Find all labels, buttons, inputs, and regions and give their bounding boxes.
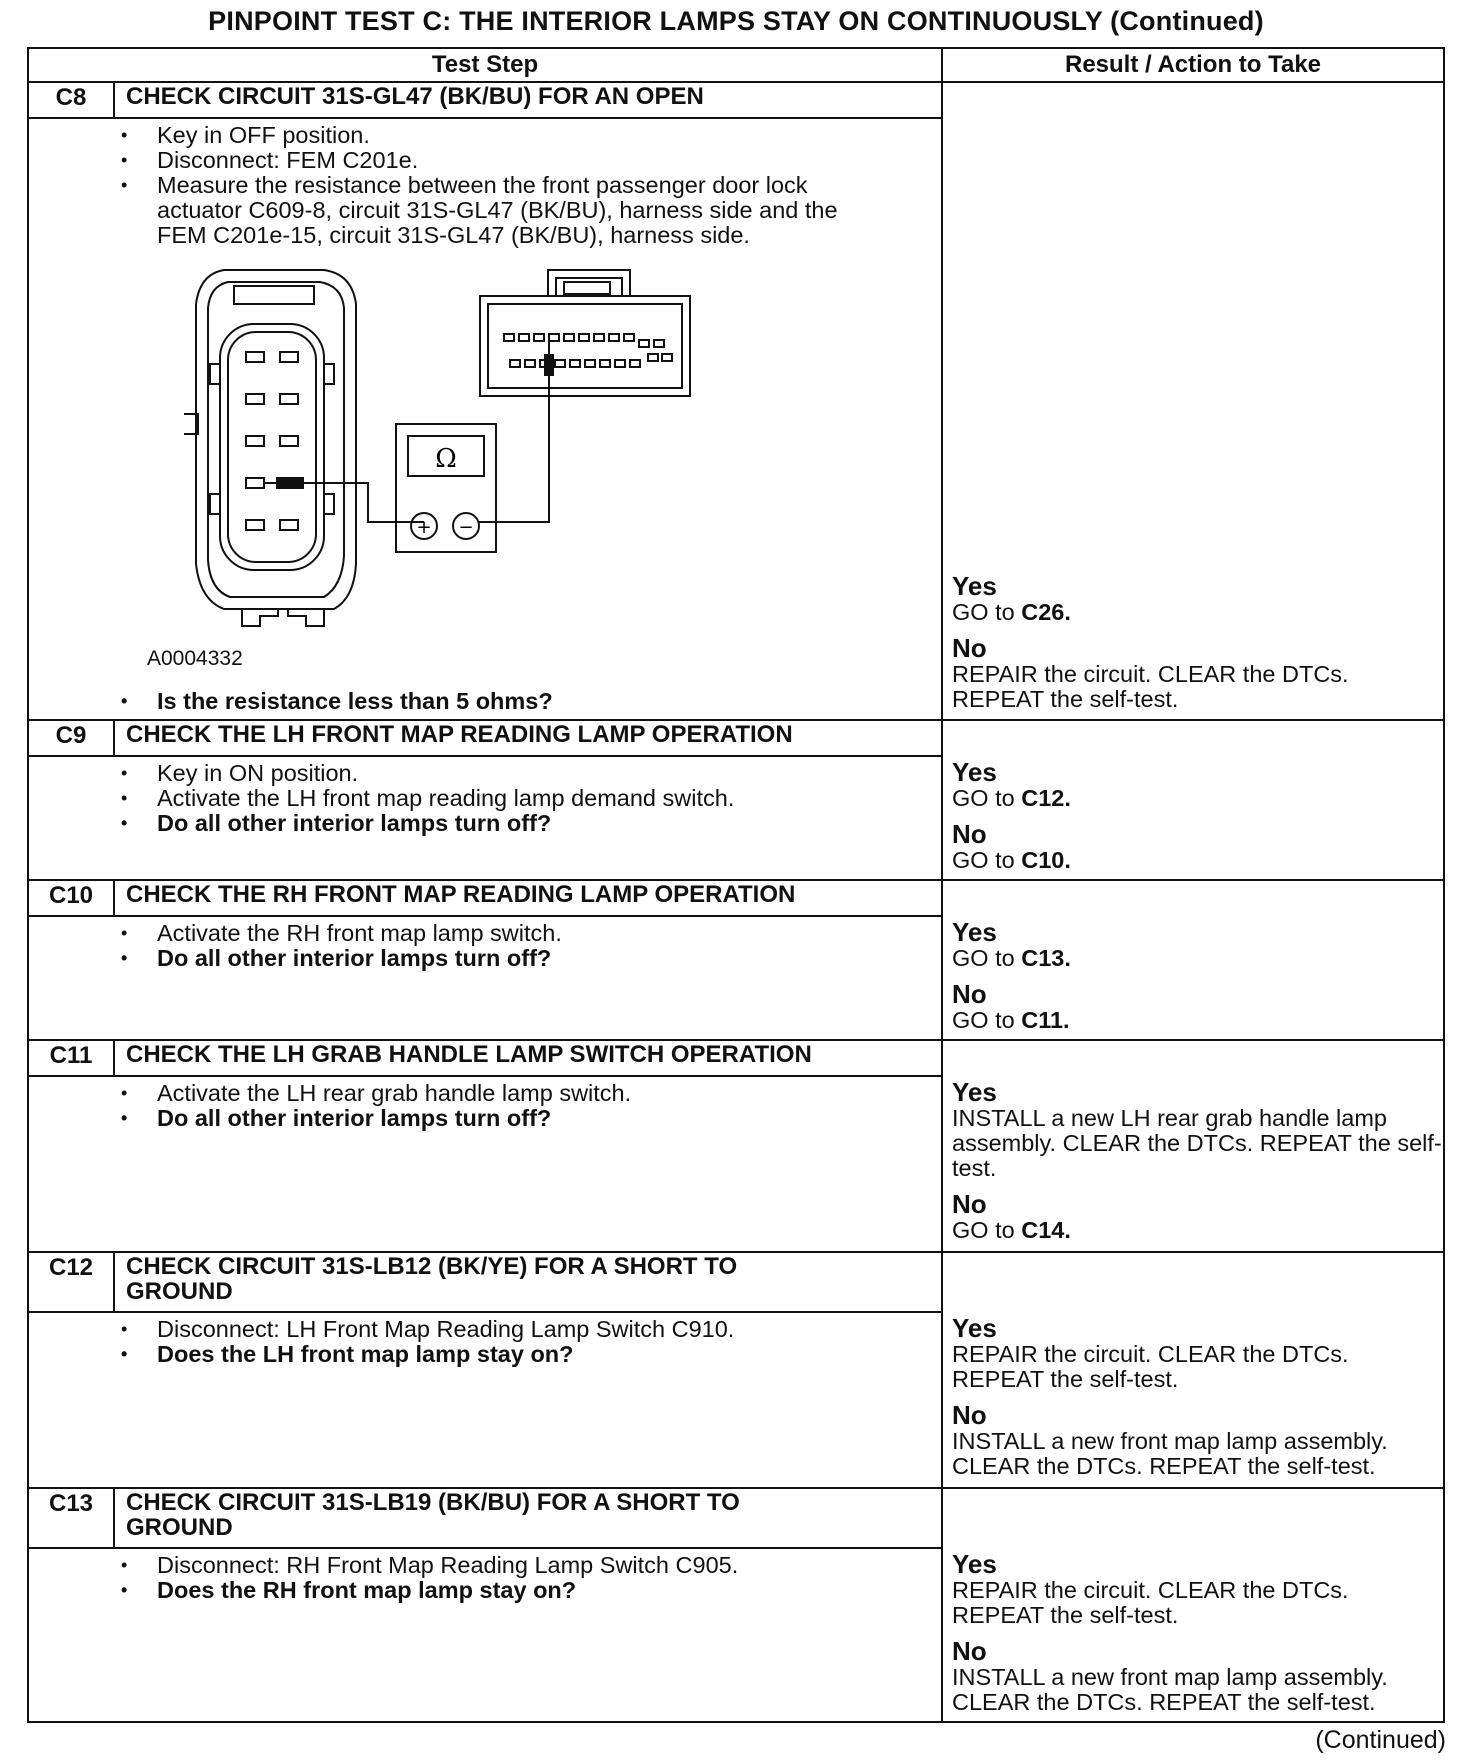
yes-action: INSTALL a new LH rear grab handle lamp assembly. CLEAR the DTCs. REPEAT the self-test.: [952, 1105, 1442, 1181]
result-c10: [952, 919, 1437, 1043]
step-id-c11: C11: [49, 1042, 93, 1069]
step-actions-c12: [121, 1317, 921, 1367]
action-item: • Disconnect: LH Front Map Reading Lamp Switch C910.: [121, 1317, 921, 1342]
row-divider: [29, 755, 941, 757]
step-id-c13: C13: [48, 1490, 94, 1517]
figure-id: A0004332: [147, 647, 243, 670]
yes-action: GO to: [952, 599, 1015, 625]
question-item: • Do all other interior lamps turn off?: [121, 1106, 921, 1131]
no-action: GO to: [952, 1217, 1015, 1243]
yes-action: GO to: [952, 945, 1015, 971]
no-label: No: [952, 1636, 987, 1666]
probe-wire: [304, 483, 424, 522]
no-label: No: [952, 633, 987, 663]
result-c9: [952, 759, 1437, 883]
header-result: Result / Action to Take: [1064, 51, 1322, 78]
column-divider: [941, 49, 943, 1721]
question-item: • Does the RH front map lamp stay on?: [121, 1578, 921, 1603]
action-item: • Measure the resistance between the front passenger door lock actuator C609-8, circuit 31S-GL47 (BK/BU), harness side and the FEM C201e-15, circuit 31S-GL47 (BK/BU), harness side.: [121, 173, 881, 248]
action-item: • Key in ON position.: [121, 761, 921, 786]
no-ref-link[interactable]: C10.: [1021, 847, 1071, 873]
id-divider: [113, 1251, 115, 1311]
no-action: GO to: [952, 847, 1015, 873]
yes-action: GO to: [952, 785, 1015, 811]
header-test-step: Test Step: [431, 51, 539, 78]
yes-ref-link[interactable]: C13.: [1021, 945, 1071, 971]
page-title: PINPOINT TEST C: THE INTERIOR LAMPS STAY ON CONTINUOUSLY (Continued): [208, 6, 1264, 36]
step-actions-c13: [121, 1553, 921, 1603]
result-c12: [952, 1315, 1442, 1489]
yes-label: Yes: [952, 757, 997, 787]
step-question-c8: [121, 689, 901, 714]
yes-label: Yes: [952, 1549, 997, 1579]
yes-action: REPAIR the circuit. CLEAR the DTCs. REPEAT the self-test.: [952, 1577, 1349, 1628]
resistance-measurement-diagram: [184, 264, 704, 654]
step-title-c9: CHECK THE LH FRONT MAP READING LAMP OPERATION: [126, 721, 793, 748]
yes-label: Yes: [952, 917, 997, 947]
yes-action: REPAIR the circuit. CLEAR the DTCs. REPEAT the self-test.: [952, 1341, 1349, 1392]
yes-label: Yes: [952, 1077, 997, 1107]
id-divider: [113, 1487, 115, 1547]
action-item: • Activate the LH front map reading lamp demand switch.: [121, 786, 921, 811]
fem-connector: [480, 270, 690, 396]
row-divider: [29, 915, 941, 917]
action-item: • Disconnect: FEM C201e.: [121, 148, 881, 173]
step-actions-c8: [121, 123, 881, 248]
no-action: INSTALL a new front map lamp assembly. CLEAR the DTCs. REPEAT the self-test.: [952, 1664, 1388, 1715]
step-title-c8: CHECK CIRCUIT 31S-GL47 (BK/BU) FOR AN OPEN: [126, 83, 704, 110]
step-id-c10: C10: [48, 882, 94, 909]
continued-note: (Continued): [1315, 1726, 1446, 1754]
fem-probe-tip: [544, 354, 554, 376]
no-label: No: [952, 1400, 987, 1430]
no-ref-link[interactable]: C11.: [1021, 1007, 1070, 1033]
row-divider: [29, 1311, 941, 1313]
step-id-c8: C8: [55, 84, 87, 111]
action-item: • Activate the RH front map lamp switch.: [121, 921, 921, 946]
step-title-c11: CHECK THE LH GRAB HANDLE LAMP SWITCH OPERATION: [126, 1041, 812, 1068]
step-id-c12: C12: [48, 1254, 94, 1281]
no-label: No: [952, 979, 987, 1009]
yes-label: Yes: [952, 571, 997, 601]
action-item: • Disconnect: RH Front Map Reading Lamp Switch C905.: [121, 1553, 921, 1578]
result-c11: [952, 1079, 1442, 1253]
no-label: No: [952, 1189, 987, 1219]
ohm-icon: Ω: [435, 444, 457, 474]
yes-ref-link[interactable]: C26.: [1021, 599, 1071, 625]
probe-tip: [276, 477, 304, 489]
action-item: • Key in OFF position.: [121, 123, 881, 148]
row-divider: [29, 117, 941, 119]
step-title-c12: CHECK CIRCUIT 31S-LB12 (BK/YE) FOR A SHORT TO GROUND: [126, 1253, 738, 1305]
result-c13: [952, 1551, 1442, 1725]
step-id-c9: C9: [55, 722, 87, 749]
id-divider: [113, 1039, 115, 1075]
question-item: • Is the resistance less than 5 ohms?: [121, 689, 901, 714]
id-divider: [113, 81, 115, 117]
yes-label: Yes: [952, 1313, 997, 1343]
step-actions-c11: [121, 1081, 921, 1131]
step-title-c10: CHECK THE RH FRONT MAP READING LAMP OPERATION: [126, 881, 796, 908]
question-item: • Do all other interior lamps turn off?: [121, 946, 921, 971]
minus-terminal-icon: −: [458, 517, 474, 538]
fem-probe-wire: [479, 376, 549, 522]
row-divider: [29, 1547, 941, 1549]
yes-ref-link[interactable]: C12.: [1021, 785, 1071, 811]
step-title-c13: CHECK CIRCUIT 31S-LB19 (BK/BU) FOR A SHORT TO GROUND: [126, 1489, 740, 1541]
question-item: • Do all other interior lamps turn off?: [121, 811, 921, 836]
no-action: GO to: [952, 1007, 1015, 1033]
id-divider: [113, 879, 115, 915]
row-divider: [29, 1075, 941, 1077]
plus-terminal-icon: +: [416, 517, 432, 538]
question-item: • Does the LH front map lamp stay on?: [121, 1342, 921, 1367]
id-divider: [113, 719, 115, 755]
no-action: REPAIR the circuit. CLEAR the DTCs. REPEAT the self-test.: [952, 661, 1349, 712]
no-ref-link[interactable]: C14.: [1021, 1217, 1071, 1243]
step-actions-c10: [121, 921, 921, 971]
no-label: No: [952, 819, 987, 849]
result-c8: [952, 573, 1437, 722]
no-action: INSTALL a new front map lamp assembly. CLEAR the DTCs. REPEAT the self-test.: [952, 1428, 1388, 1479]
pinpoint-test-table: [27, 47, 1445, 1723]
action-item: • Activate the LH rear grab handle lamp switch.: [121, 1081, 921, 1106]
step-actions-c9: [121, 761, 921, 836]
